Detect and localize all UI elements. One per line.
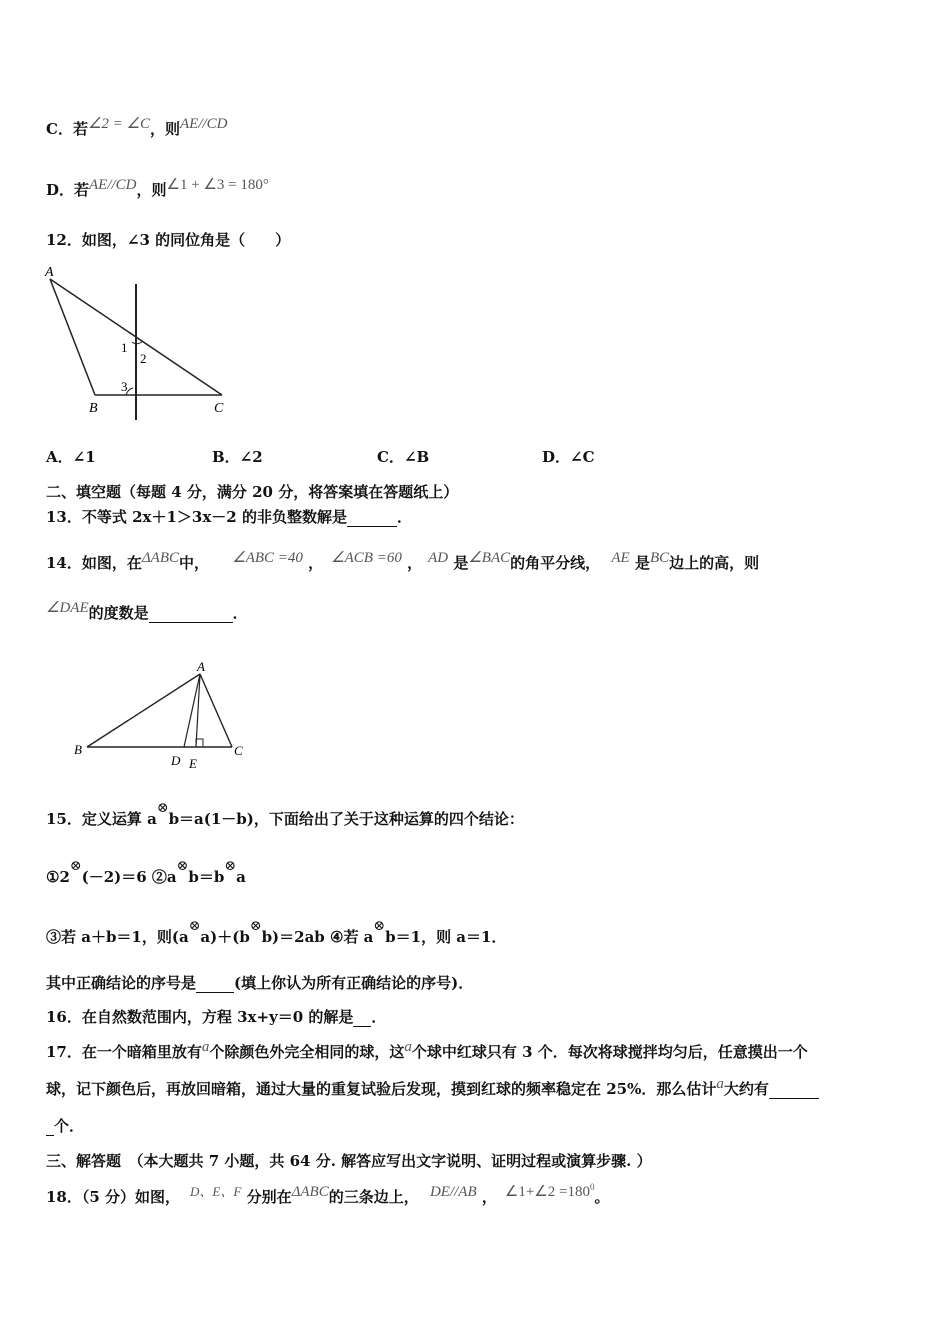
q15-answer-line: 其中正确结论的序号是 (填上你认为所有正确结论的序号)．: [46, 974, 474, 992]
section-3-heading: 三、解答题 （本大题共 7 小题，共 64 分. 解答应写出文字说明、证明过程或演算步骤. ）: [46, 1152, 652, 1170]
q15-answer-blank[interactable]: [196, 974, 234, 993]
q16: 16．在自然数范围内，方程 3x+y＝0 的解是 ．: [46, 1008, 387, 1026]
q17-line-1: 17．在一个暗箱里放有a个除颜色外完全相同的球，这a个球中红球只有 3 个．每次将球搅拌均匀后，任意摸出一个: [46, 1039, 808, 1061]
q14-figure: [70, 658, 260, 776]
q12-figure: [40, 262, 240, 422]
q12-label-a: A: [45, 265, 54, 280]
q12-option-c: C．∠B: [377, 448, 430, 466]
q14-answer-blank[interactable]: [149, 604, 233, 623]
otimes-icon: ⊗: [373, 918, 386, 934]
q12-option-a: A．∠1: [46, 448, 96, 466]
q12-angle-2: 2: [140, 351, 147, 366]
q14-line-1: 14．如图，在ΔABC中， ∠ABC =40 ， ∠ACB =60 ， AD 是∠BAC的角平分线， AE 是BC边上的高，则: [46, 550, 760, 572]
q12-angle-3: 3: [121, 379, 128, 394]
otimes-icon: ⊗: [69, 858, 82, 874]
q12-option-b: B．∠2: [212, 448, 263, 466]
q15-conclusions-3-4: ③若 a＋b＝1，则(a⊗a)＋(b⊗b)＝2ab ④若 a⊗b＝1，则 a＝1．: [46, 918, 507, 946]
otimes-icon: ⊗: [176, 858, 189, 874]
otimes-icon: ⊗: [156, 800, 169, 816]
q17-line-2: 球，记下颜色后，再放回暗箱，通过大量的重复试验后发现，摸到红球的频率稳定在 25%．那么估计a大约有: [46, 1078, 819, 1099]
section-2-heading: 二、填空题（每题 4 分，满分 20 分，将答案填在答题纸上）: [46, 483, 459, 501]
q15-stem: 15．定义运算 a⊗b＝a(1－b)，下面给出了关于这种运算的四个结论：: [46, 800, 524, 828]
q14-label-b: B: [74, 742, 82, 757]
q15-conclusions-1-2: ①2⊗(－2)＝6 ②a⊗b＝b⊗a: [46, 858, 246, 886]
q12-option-d: D．∠C: [542, 448, 595, 466]
q11d-condition: AE//CD: [89, 177, 137, 193]
q14-label-a: A: [197, 659, 205, 674]
q11-option-d: D．若AE//CD，则∠1 + ∠3 = 180°: [46, 177, 269, 199]
q18: 18．（5 分）如图， D、E、F 分别在ΔABC的三条边上， DE//AB ， ∠1+∠2 $=180^0$。: [46, 1182, 610, 1206]
q12-stem: 12．如图，∠3 的同位角是（ ）: [46, 231, 291, 249]
q17-line-3: 个．: [46, 1115, 84, 1136]
q14-label-c: C: [234, 743, 243, 758]
q12-label-c: C: [214, 401, 224, 416]
q12-label-b: B: [89, 401, 98, 416]
otimes-icon: ⊗: [224, 858, 237, 874]
q11c-condition: ∠2 = ∠C: [87, 116, 150, 132]
q14-line-2: ∠DAE的度数是 ．: [46, 600, 248, 622]
otimes-icon: ⊗: [249, 918, 262, 934]
q11-option-c: C．若∠2 = ∠C，则AE//CD: [46, 116, 228, 138]
q11c-conclusion: AE//CD: [180, 116, 228, 132]
q17-answer-blank[interactable]: [769, 1080, 819, 1099]
q13: 13．不等式 2x＋1＞3x－2 的非负整数解是 ．: [46, 508, 412, 526]
q13-answer-blank[interactable]: [347, 508, 397, 527]
q14-label-e: E: [189, 756, 197, 771]
otimes-icon: ⊗: [188, 918, 201, 934]
q11d-conclusion: ∠1 + ∠3 = 180°: [166, 177, 269, 193]
q14-label-d: D: [171, 753, 181, 768]
q12-angle-1: 1: [121, 340, 128, 355]
q16-answer-blank[interactable]: [353, 1008, 371, 1027]
